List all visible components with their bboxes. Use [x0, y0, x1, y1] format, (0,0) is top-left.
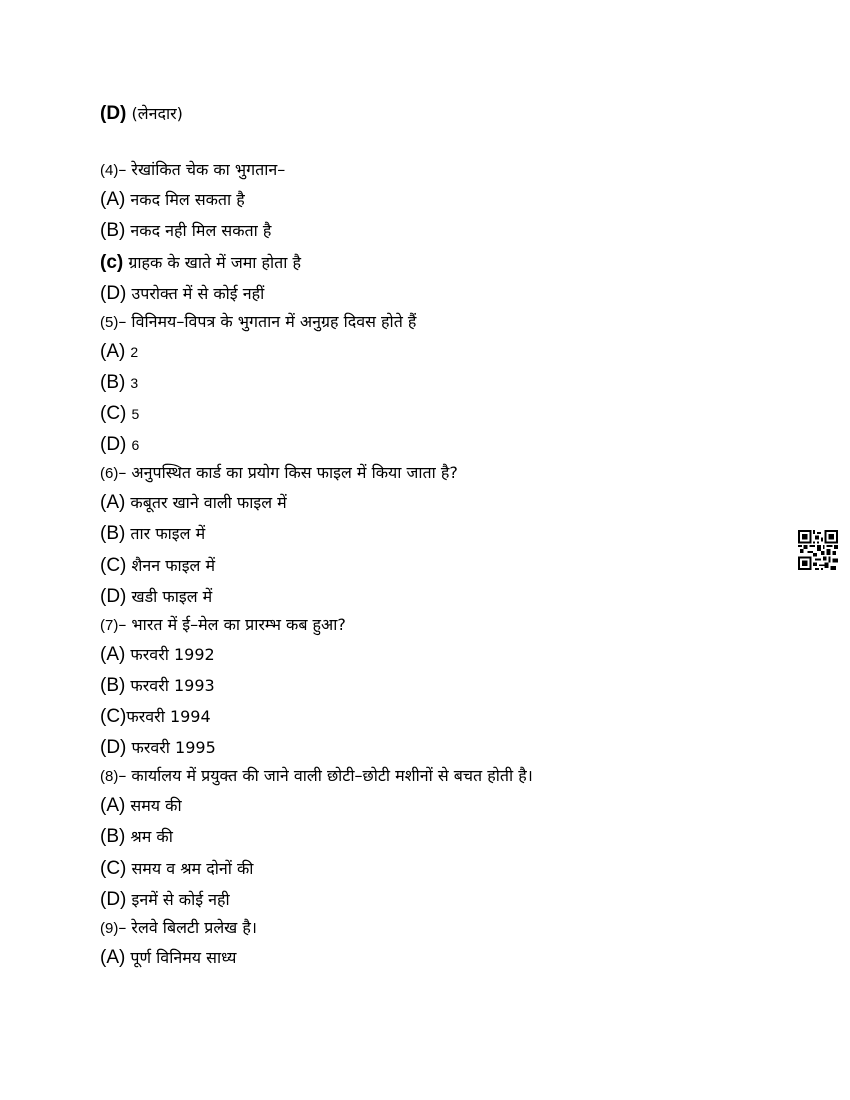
- question-text: – भारत में ई–मेल का प्रारम्भ कब हुआ?: [118, 615, 346, 634]
- option-label: (D): [100, 283, 127, 304]
- option-text: ग्राहक के खाते में जमा होता है: [128, 253, 301, 272]
- option-text: 3: [130, 375, 139, 391]
- question-9: [100, 917, 257, 940]
- option-line: [100, 706, 211, 728]
- question-7: [100, 614, 346, 637]
- question-8: [100, 765, 533, 788]
- option-label: (A): [100, 795, 126, 816]
- option-text: इनमें से कोई नही: [131, 890, 230, 909]
- option-text: समय की: [130, 796, 182, 815]
- option-line: [100, 283, 264, 305]
- option-text: श्रम की: [130, 827, 173, 846]
- option-label: (A): [100, 189, 126, 210]
- question-text: – विनिमय–विपत्र के भुगतान में अनुग्रह दिवस होते हैं: [118, 312, 417, 331]
- option-line: [100, 555, 215, 577]
- option-label: (B): [100, 220, 126, 241]
- question-4: [100, 159, 285, 182]
- question-6: [100, 462, 458, 485]
- question-text: – रेखांकित चेक का भुगतान–: [118, 160, 286, 179]
- question-number: (6): [100, 465, 119, 482]
- question-number: (5): [100, 314, 119, 331]
- qr-code-icon: [798, 530, 838, 570]
- question-text: – कार्यालय में प्रयुक्त की जाने वाली छोटी–छोटी मशीनों से बचत होती है।: [118, 766, 533, 785]
- question-text: – अनुपस्थित कार्ड का प्रयोग किस फाइल में किया जाता है?: [118, 463, 458, 482]
- option-label: (D): [100, 103, 127, 124]
- option-line: [100, 189, 245, 211]
- option-line: [100, 644, 215, 666]
- option-label: (D): [100, 434, 127, 455]
- option-line: [100, 889, 230, 911]
- option-label: (A): [100, 644, 126, 665]
- option-label: (D): [100, 586, 127, 607]
- option-label: (B): [100, 675, 126, 696]
- option-label: (B): [100, 826, 126, 847]
- option-line: [100, 523, 205, 545]
- option-text: 2: [130, 344, 139, 360]
- option-line: [100, 434, 139, 456]
- option-label: (c): [100, 252, 124, 273]
- option-text: समय व श्रम दोनों की: [131, 859, 254, 878]
- question-number: (7): [100, 617, 119, 634]
- option-text: फरवरी 1992: [130, 645, 215, 664]
- question-5: [100, 311, 416, 334]
- option-line: [100, 252, 301, 274]
- option-text: नकद नही मिल सकता है: [130, 221, 272, 240]
- option-label: (A): [100, 947, 126, 968]
- option-label: (C): [100, 706, 127, 727]
- option-text: कबूतर खाने वाली फाइल में: [130, 493, 287, 512]
- option-line: [100, 795, 182, 817]
- option-label: (D): [100, 889, 127, 910]
- option-line: [100, 403, 139, 425]
- option-label: (A): [100, 341, 126, 362]
- option-line: [100, 586, 212, 608]
- question-number: (4): [100, 162, 119, 179]
- option-line: [100, 947, 236, 969]
- question-text: – रेलवे बिलटी प्रलेख है।: [118, 918, 257, 937]
- option-text: 5: [131, 406, 140, 422]
- option-line: [100, 103, 183, 125]
- option-text: खडी फाइल में: [131, 587, 213, 606]
- option-text: नकद मिल सकता है: [130, 190, 245, 209]
- option-text: शैनन फाइल में: [131, 556, 216, 575]
- option-text: फरवरी 1995: [131, 738, 216, 757]
- option-label: (D): [100, 737, 127, 758]
- option-label: (A): [100, 492, 126, 513]
- option-text: फरवरी 1994: [126, 707, 211, 726]
- option-line: [100, 372, 138, 394]
- option-label: (C): [100, 858, 127, 879]
- option-line: [100, 492, 287, 514]
- option-line: [100, 737, 216, 759]
- option-text: पूर्ण विनिमय साध्य: [130, 948, 237, 967]
- option-label: (C): [100, 403, 127, 424]
- option-text: फरवरी 1993: [130, 676, 215, 695]
- option-line: [100, 675, 215, 697]
- option-label: (B): [100, 372, 126, 393]
- question-number: (9): [100, 920, 119, 937]
- question-number: (8): [100, 768, 119, 785]
- option-line: [100, 341, 138, 363]
- option-text: (लेनदार): [131, 104, 183, 123]
- option-line: [100, 858, 253, 880]
- option-text: 6: [131, 437, 140, 453]
- option-text: उपरोक्त में से कोई नहीं: [131, 284, 265, 303]
- option-label: (B): [100, 523, 126, 544]
- option-label: (C): [100, 555, 127, 576]
- option-line: [100, 220, 271, 242]
- option-line: [100, 826, 173, 848]
- option-text: तार फाइल में: [130, 524, 206, 543]
